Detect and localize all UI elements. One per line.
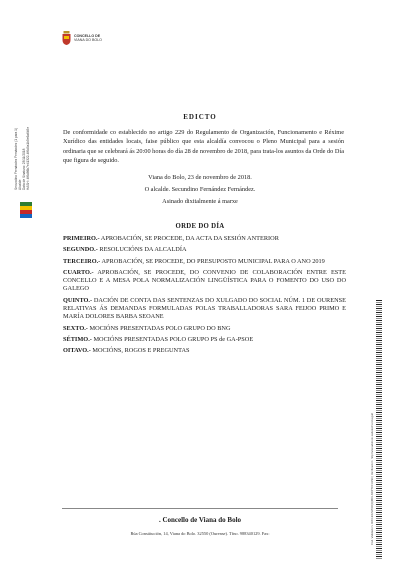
date-place: Viana do Bolo, 23 de novembro de 2018.	[148, 174, 252, 181]
agenda-item-lead: QUINTO.-	[63, 296, 93, 304]
agenda-item-text: APROBACIÓN, SE PROCEDE, DO PRESUPOSTO MUNICIPAL PARA O ANO 2019	[100, 257, 325, 265]
footer-title: . Concello de Viana do Bolo	[158, 516, 242, 524]
agenda-item-text: MOCIÓNS PRESENTADAS POLO GRUPO PS de GA-PSOE	[91, 335, 254, 343]
agenda-item-lead: OITAVO.-	[63, 347, 91, 355]
side-line: Data de Sinatura: 23/11/2018	[22, 148, 26, 190]
verification-text: Cód. Validación: 4RFL9X2WCRQQMCLNDP7CFUZ96 | Verificación: http://vianadobolo.sedelectronica.gal/	[370, 412, 374, 545]
agenda-item-lead: TERCEIRO.-	[63, 257, 101, 265]
agenda-item-text: APROBACIÓN, SE PROCEDE, DA ACTA DA SESIÓN ANTERIOR	[99, 235, 279, 242]
intro-paragraph: De conformidade co establecido no artigo 229 do Regulamento de Organización, Funcionamento e Réxime Xurídico das entidades locais, faise público que esta alcaldía convocou o Pleno Municipal para a sesión ordinaria que se celebrará ás 20:00 horas do día 28 de novembro de 2018, para trata-los asuntos da Orde do Día que figura de seguido.	[63, 129, 344, 164]
agenda-item	[63, 246, 346, 254]
agenda-item	[63, 269, 346, 294]
header	[62, 31, 102, 45]
side-line: HASH: 4f6d86b7e41322-4f6d9a1b5e6a6b5e	[26, 126, 30, 190]
side-line: Alcalde	[18, 179, 22, 190]
agenda-item-text: MOCIÓNS PRESENTADAS POLO GRUPO DO BNG	[87, 324, 231, 332]
footer-address: Rúa Constitución, 14, Viana do Bolo. 32550 (Ourense). Tfno. 988340129. Fax:	[130, 531, 270, 536]
footer-divider	[62, 508, 338, 509]
agenda-item	[63, 347, 346, 355]
agenda-item-lead: SEGUNDO.-	[63, 246, 98, 254]
agenda-item-lead: PRIMEIRO.-	[63, 235, 100, 242]
org-sub: VIANA DO BOLO	[74, 38, 102, 42]
document-title: EDICTO	[183, 113, 217, 121]
agenda-item	[63, 258, 346, 266]
agenda-item-text: MOCIÓNS, ROGOS E PREGUNTAS	[90, 347, 190, 355]
agenda-item-text: RESOLUCIÓNS DA ALCALDÍA	[97, 246, 187, 254]
agenda-item	[63, 235, 346, 243]
org-name: CONCELLO DE	[74, 33, 101, 38]
agenda-item	[63, 336, 346, 344]
agenda-item-text: DACIÓN DE CONTA DAS SENTENZAS DO XULGADO DO SOCIAL NÚM. 1 DE OURENSE RELATIVAS ÁS DEMANDAS FORMULADAS POLAS TRABALLADORAS SARA FEIJOO PRIMO E MARÍA DOLORES BARBA SEOANE	[63, 296, 346, 321]
signer-line: O alcalde. Secundino Fernández Fernández.	[144, 186, 256, 193]
crest-icon	[62, 31, 71, 45]
agenda-item-lead: SEXTO.-	[63, 324, 88, 332]
agenda-item-text: APROBACIÓN, SE PROCEDE, DO CONVENIO DE COLABORACIÓN ENTRE ESTE CONCELLO E A MESA POLA NORMALIZACIÓN LINGÜÍSTICA PARA O FOMENTO DO USO DO GALEGO	[63, 268, 346, 293]
agenda-list	[63, 235, 346, 359]
organization-name	[74, 34, 102, 42]
order-title: ORDE DO DÍA	[175, 223, 225, 230]
signed-note: Asinado dixitalmente á marxe	[162, 198, 238, 205]
agenda-item	[63, 325, 346, 333]
agenda-item-lead: SÉTIMO.-	[63, 335, 92, 343]
side-line: Secundino Fernández Fernández (1 para 1)	[14, 127, 18, 190]
agenda-item	[63, 297, 346, 322]
agenda-item-lead: CUARTO.-	[63, 268, 94, 276]
